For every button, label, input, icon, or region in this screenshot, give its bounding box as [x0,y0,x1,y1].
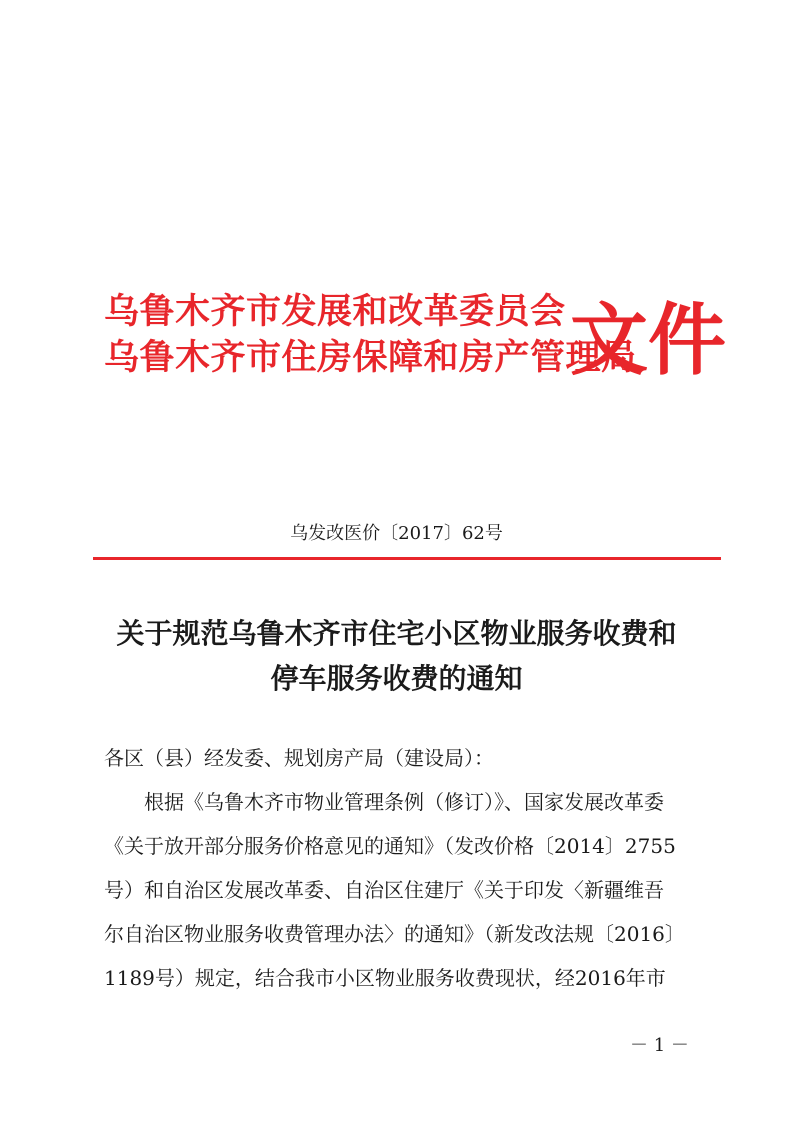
issuer-header [104,282,727,392]
document-number: 乌发改医价〔2017〕62号 [290,523,503,544]
body-line: 号）和自治区发展改革委、自治区住建厅《关于印发〈新疆维吾 [104,878,664,902]
document-type-label: 文件 [570,295,727,386]
issuer-name-1: 乌鲁木齐市发展和改革委员会 [104,291,566,332]
document-title-line-1: 关于规范乌鲁木齐市住宅小区物业服务收费和 [116,617,677,650]
body-line: 尔自治区物业服务收费管理办法〉的通知》（新发改法规〔2016〕 [104,922,685,946]
red-divider [93,557,721,560]
body-line: 1189号）规定，结合我市小区物业服务收费现状，经2016年市 [104,966,666,990]
issuer-name-2: 乌鲁木齐市住房保障和房产管理局 [104,337,637,378]
body-line: 《关于放开部分服务价格意见的通知》（发改价格〔2014〕2755 [104,834,676,858]
page-number: － 1 － [630,1035,689,1056]
document-title-line-2: 停车服务收费的通知 [270,662,523,695]
body-line: 根据《乌鲁木齐市物业管理条例（修订）》、国家发展改革委 [104,790,664,814]
salutation: 各区（县）经发委、规划房产局（建设局）： [104,746,494,770]
